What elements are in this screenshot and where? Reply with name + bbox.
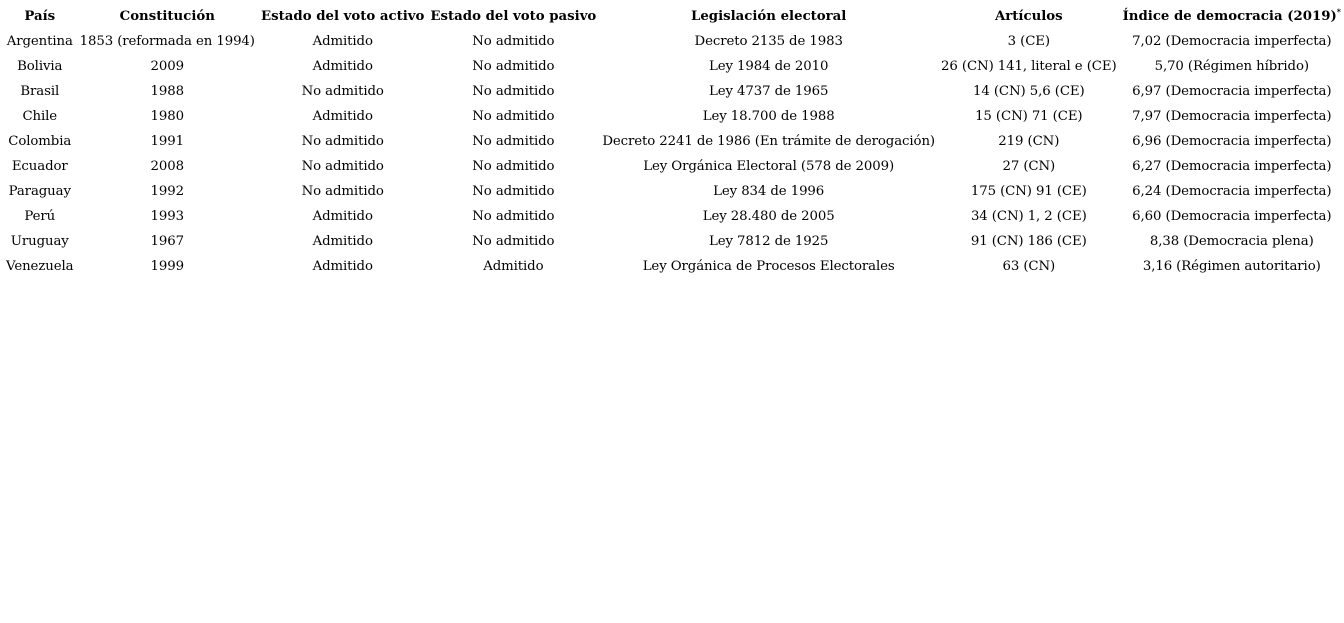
cell-legislacion: Ley 834 de 1996	[713, 184, 825, 199]
cell-indice-democracia: 5,70 (Régimen híbrido)	[1154, 59, 1309, 74]
cell-constitucion: 1967	[150, 234, 184, 249]
cell-voto-pasivo: Admitido	[483, 259, 544, 274]
cell-articulos: 15 (CN) 71 (CE)	[975, 109, 1083, 124]
table-row	[3, 129, 1344, 154]
cell-indice-democracia: 6,97 (Democracia imperfecta)	[1132, 84, 1332, 99]
cell-legislacion: Ley 18.700 de 1988	[702, 109, 835, 124]
cell-pais: Paraguay	[8, 184, 71, 199]
cell-pais: Venezuela	[6, 259, 74, 274]
cell-pais: Perú	[24, 209, 56, 224]
cell-constitucion: 1988	[150, 84, 184, 99]
cell-pais: Chile	[22, 109, 58, 124]
cell-articulos: 14 (CN) 5,6 (CE)	[973, 84, 1085, 99]
cell-legislacion: Ley 7812 de 1925	[708, 234, 829, 249]
cell-voto-pasivo: No admitido	[472, 59, 555, 74]
cell-indice-democracia: 6,24 (Democracia imperfecta)	[1132, 184, 1332, 199]
cell-legislacion: Ley 28.480 de 2005	[702, 209, 835, 224]
header-footnote-mark: *	[1336, 6, 1341, 17]
header-constitucion: Constitución	[119, 9, 215, 24]
cell-legislacion: Decreto 2135 de 1983	[694, 34, 843, 49]
cell-constitucion: 1999	[150, 259, 184, 274]
cell-voto-activo: Admitido	[312, 259, 373, 274]
cell-voto-pasivo: No admitido	[472, 159, 555, 174]
cell-legislacion: Ley Orgánica de Procesos Electorales	[642, 259, 895, 274]
cell-pais: Ecuador	[11, 159, 68, 174]
cell-voto-pasivo: No admitido	[472, 184, 555, 199]
cell-legislacion: Ley 4737 de 1965	[708, 84, 829, 99]
cell-articulos: 34 (CN) 1, 2 (CE)	[970, 209, 1087, 224]
cell-indice-democracia: 7,02 (Democracia imperfecta)	[1132, 34, 1332, 49]
cell-articulos: 3 (CE)	[1007, 34, 1050, 49]
cell-indice-democracia: 3,16 (Régimen autoritario)	[1142, 259, 1321, 274]
table-row	[3, 54, 1344, 79]
cell-indice-democracia: 6,60 (Democracia imperfecta)	[1132, 209, 1332, 224]
cell-constitucion: 1992	[150, 184, 184, 199]
table-row	[3, 204, 1344, 229]
header-articulos: Artículos	[994, 9, 1063, 24]
table-row	[3, 29, 1344, 54]
voting-rights-table	[3, 4, 1344, 279]
header-row	[3, 4, 1344, 29]
cell-articulos: 91 (CN) 186 (CE)	[970, 234, 1087, 249]
cell-articulos: 63 (CN)	[1002, 259, 1056, 274]
cell-voto-pasivo: No admitido	[472, 234, 555, 249]
cell-pais: Colombia	[8, 134, 72, 149]
cell-pais: Argentina	[6, 34, 73, 49]
cell-voto-activo: Admitido	[312, 209, 373, 224]
cell-voto-activo: No admitido	[301, 159, 384, 174]
cell-voto-pasivo: No admitido	[472, 109, 555, 124]
cell-pais: Uruguay	[10, 234, 69, 249]
cell-voto-activo: Admitido	[312, 59, 373, 74]
table-row	[3, 179, 1344, 204]
table-row	[3, 229, 1344, 254]
header-legislacion: Legislación electoral	[690, 9, 847, 24]
table-row	[3, 154, 1344, 179]
cell-voto-pasivo: No admitido	[472, 84, 555, 99]
table-row	[3, 254, 1344, 279]
cell-pais: Bolivia	[17, 59, 63, 74]
cell-indice-democracia: 6,27 (Democracia imperfecta)	[1132, 159, 1332, 174]
cell-voto-pasivo: No admitido	[472, 34, 555, 49]
cell-articulos: 27 (CN)	[1002, 159, 1056, 174]
cell-articulos: 175 (CN) 91 (CE)	[970, 184, 1087, 199]
header-voto-activo: Estado del voto activo	[261, 9, 425, 24]
cell-voto-activo: Admitido	[312, 234, 373, 249]
cell-constitucion: 1993	[150, 209, 184, 224]
header-indice-label: Índice de democracia (2019)	[1122, 9, 1337, 24]
cell-indice-democracia: 8,38 (Democracia plena)	[1149, 234, 1314, 249]
cell-articulos: 26 (CN) 141, literal e (CE)	[941, 59, 1117, 74]
cell-voto-activo: Admitido	[312, 34, 373, 49]
cell-constitucion: 1991	[150, 134, 184, 149]
header-indice-democracia	[1120, 4, 1344, 29]
cell-legislacion: Ley Orgánica Electoral (578 de 2009)	[643, 159, 895, 174]
header-pais: País	[24, 9, 56, 24]
header-voto-pasivo: Estado del voto pasivo	[430, 9, 597, 24]
cell-voto-activo: No admitido	[301, 84, 384, 99]
cell-voto-activo: No admitido	[301, 184, 384, 199]
cell-legislacion: Decreto 2241 de 1986 (En trámite de derogación)	[602, 134, 935, 149]
cell-voto-activo: Admitido	[312, 109, 373, 124]
cell-legislacion: Ley 1984 de 2010	[708, 59, 829, 74]
table-row	[3, 79, 1344, 104]
cell-pais: Brasil	[20, 84, 60, 99]
cell-voto-pasivo: No admitido	[472, 134, 555, 149]
cell-indice-democracia: 7,97 (Democracia imperfecta)	[1132, 109, 1332, 124]
cell-articulos: 219 (CN)	[998, 134, 1060, 149]
cell-constitucion: 1853 (reformada en 1994)	[79, 34, 255, 49]
cell-voto-activo: No admitido	[301, 134, 384, 149]
table-body	[3, 29, 1344, 279]
cell-constitucion: 2008	[150, 159, 184, 174]
cell-voto-pasivo: No admitido	[472, 209, 555, 224]
table-row	[3, 104, 1344, 129]
cell-constitucion: 1980	[150, 109, 184, 124]
cell-indice-democracia: 6,96 (Democracia imperfecta)	[1132, 134, 1332, 149]
cell-constitucion: 2009	[150, 59, 184, 74]
